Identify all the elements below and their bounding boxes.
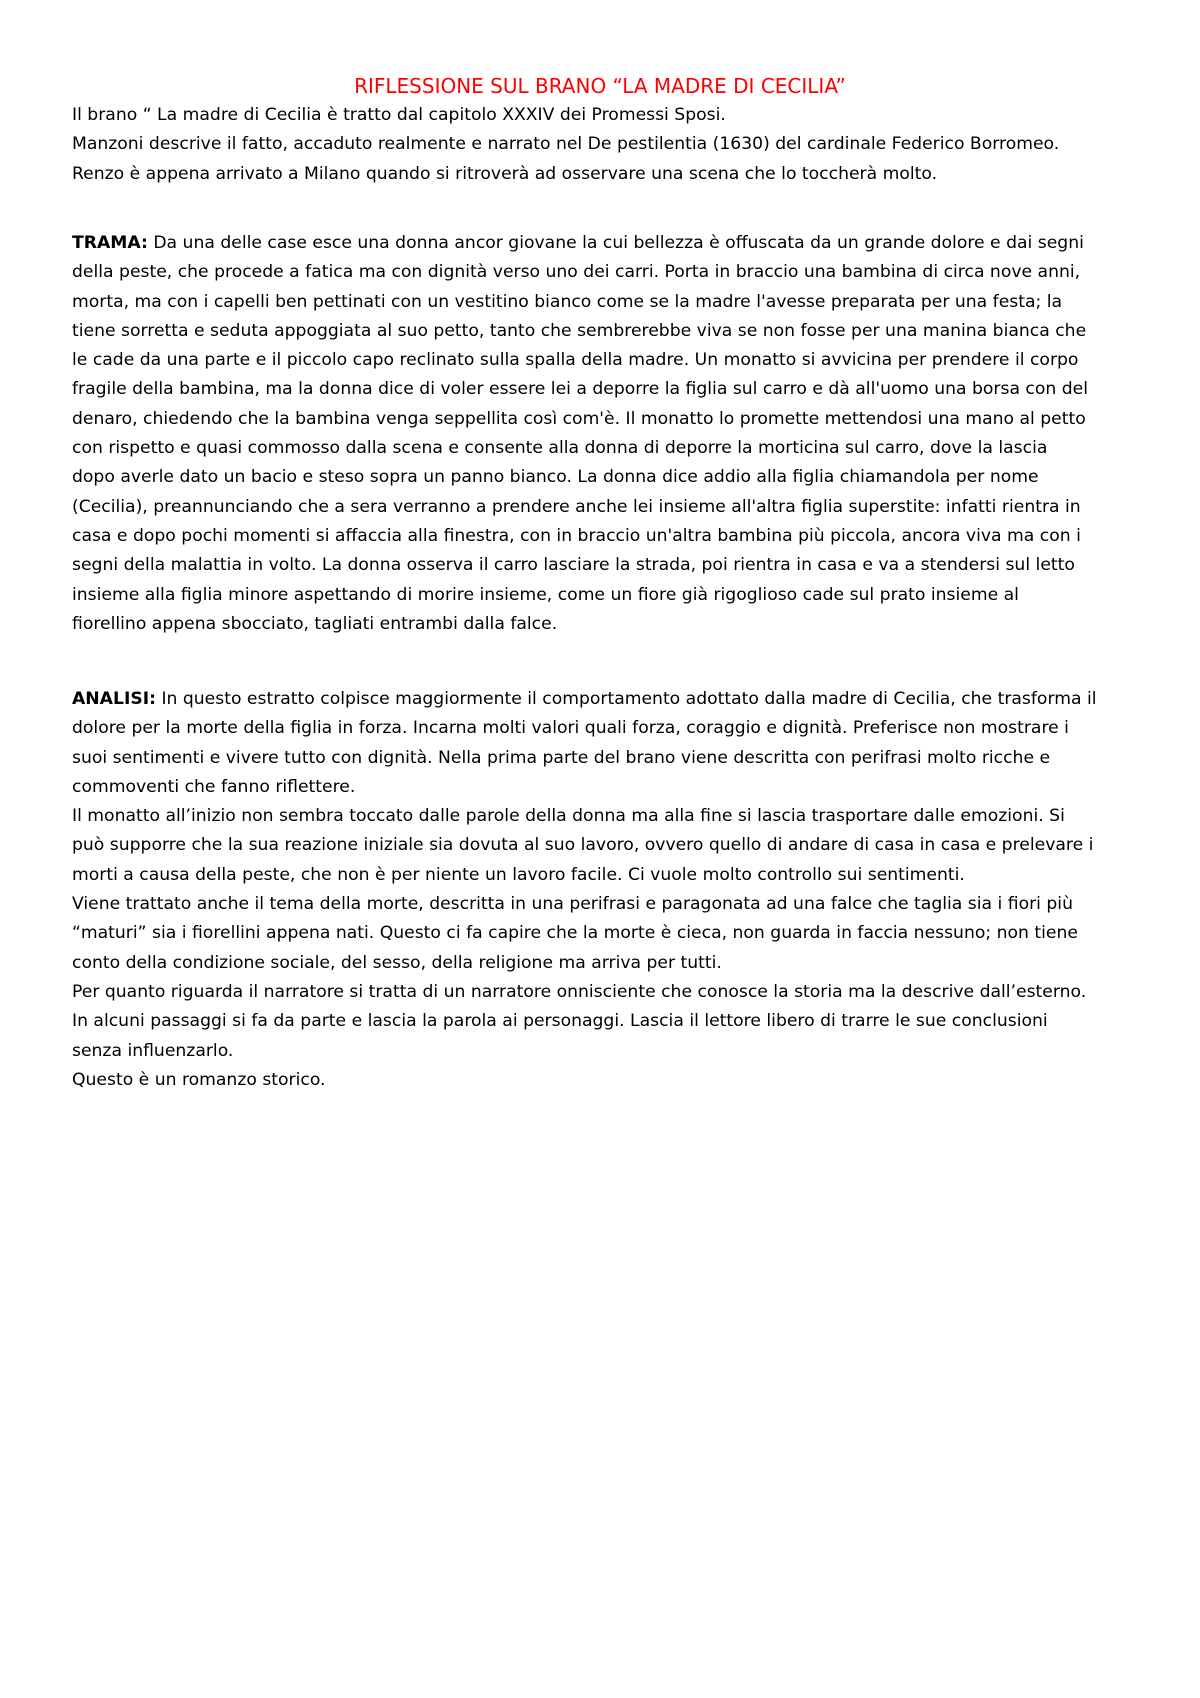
trama-text: Da una delle case esce una donna ancor giovane la cui bellezza è offuscata da un grande dolore e dai segni xyxy=(147,233,1084,253)
intro-line: Il brano “ La madre di Cecilia è tratto dal capitolo XXXIV dei Promessi Sposi. xyxy=(72,105,726,125)
intro-line: Renzo è appena arrivato a Milano quando si ritroverà ad osservare una scena che lo toccherà molto. xyxy=(72,163,938,184)
trama-line: della peste, che procede a fatica ma con dignità verso uno dei carri. Porta in braccio una bambina di circa nove anni, xyxy=(72,262,1081,283)
trama-line: segni della malattia in volto. La donna osserva il carro lasciare la strada, poi rientra in casa e va a stendersi sul letto xyxy=(72,555,1075,576)
analisi-line: suoi sentimenti e vivere tutto con dignità. Nella prima parte del brano viene descritta con perifrasi molto ricche e xyxy=(72,747,1051,768)
analisi-line: dolore per la morte della figlia in forza. Incarna molti valori quali forza, coraggio e dignità. Preferisce non mostrare i xyxy=(72,718,1069,739)
trama-line: fragile della bambina, ma la donna dice di voler essere lei a deporre la figlia sul carro e dà all'uomo una borsa con del xyxy=(72,379,1089,400)
trama-line: con rispetto e quasi commosso dalla scena e consente alla donna di deporre la morticina sul carro, dove la lascia xyxy=(72,438,1048,459)
trama-line xyxy=(72,229,1142,258)
analisi-text: In questo estratto colpisce maggiormente il comportamento adottato dalla madre di Cecilia, che trasforma il xyxy=(155,689,1097,709)
analisi-line: conto della condizione sociale, del sesso, della religione ma arriva per tutti. xyxy=(72,952,722,973)
trama-line: le cade da una parte e il piccolo capo reclinato sulla spalla della madre. Un monatto si avvicina per prendere il corpo xyxy=(72,350,1079,371)
trama-line: insieme alla figlia minore aspettando di morire insieme, come un fiore già rigoglioso cade sul prato insieme al xyxy=(72,584,1019,605)
trama-label: TRAMA: xyxy=(72,233,148,253)
trama-line: morta, ma con i capelli ben pettinati con un vestitino bianco come se la madre l'avesse preparata per una festa; la xyxy=(72,291,1063,312)
analisi-line: Per quanto riguarda il narratore si tratta di un narratore onnisciente che conosce la storia ma la descrive dall’esterno. xyxy=(72,981,1087,1002)
trama-section xyxy=(72,229,1142,639)
analisi-section xyxy=(72,685,1142,1095)
analisi-label: ANALISI: xyxy=(72,689,156,709)
trama-line: casa e dopo pochi momenti si affaccia alla finestra, con in braccio un'altra bambina più piccola, ancora viva ma con i xyxy=(72,525,1081,546)
trama-line: dopo averle dato un bacio e steso sopra un panno bianco. La donna dice addio alla figlia chiamandola per nome xyxy=(72,467,1039,488)
trama-line: (Cecilia), preannunciando che a sera verranno a prendere anche lei insieme all'altra figlia superstite: infatti rientra in xyxy=(72,496,1081,517)
analisi-line: “maturi” sia i fiorellini appena nati. Questo ci fa capire che la morte è cieca, non guarda in faccia nessuno; non tiene xyxy=(72,923,1078,944)
analisi-line: può supporre che la sua reazione iniziale sia dovuta al suo lavoro, ovvero quello di andare di casa in casa e prelevare i xyxy=(72,835,1094,856)
analisi-line: Viene trattato anche il tema della morte, descritta in una perifrasi e paragonata ad una falce che taglia sia i fiori più xyxy=(72,894,1073,915)
analisi-line: senza influenzarlo. xyxy=(72,1040,234,1061)
analisi-line: Il monatto all’inizio non sembra toccato dalle parole della donna ma alla fine si lascia trasportare dalle emozioni. Si xyxy=(72,806,1065,827)
intro-paragraph xyxy=(72,101,1142,189)
trama-line: tiene sorretta e seduta appoggiata al suo petto, tanto che sembrerebbe viva se non fosse per una manina bianca che xyxy=(72,320,1087,341)
analisi-line: Questo è un romanzo storico. xyxy=(72,1069,326,1090)
trama-line: denaro, chiedendo che la bambina venga seppellita così com'è. Il monatto lo promette mettendosi una mano al petto xyxy=(72,408,1086,429)
page-title: RIFLESSIONE SUL BRANO “LA MADRE DI CECILIA” xyxy=(354,74,846,98)
trama-line: fiorellino appena sbocciato, tagliati entrambi dalla falce. xyxy=(72,613,558,634)
analisi-line: In alcuni passaggi si fa da parte e lascia la parola ai personaggi. Lascia il lettore libero di trarre le sue conclusioni xyxy=(72,1011,1048,1032)
analisi-line: commoventi che fanno riflettere. xyxy=(72,776,356,797)
analisi-line xyxy=(72,685,1142,714)
analisi-line: morti a causa della peste, che non è per niente un lavoro facile. Ci vuole molto controllo sui sentimenti. xyxy=(72,864,965,885)
intro-line: Manzoni descrive il fatto, accaduto realmente e narrato nel De pestilentia (1630) del cardinale Federico Borromeo. xyxy=(72,134,1060,155)
